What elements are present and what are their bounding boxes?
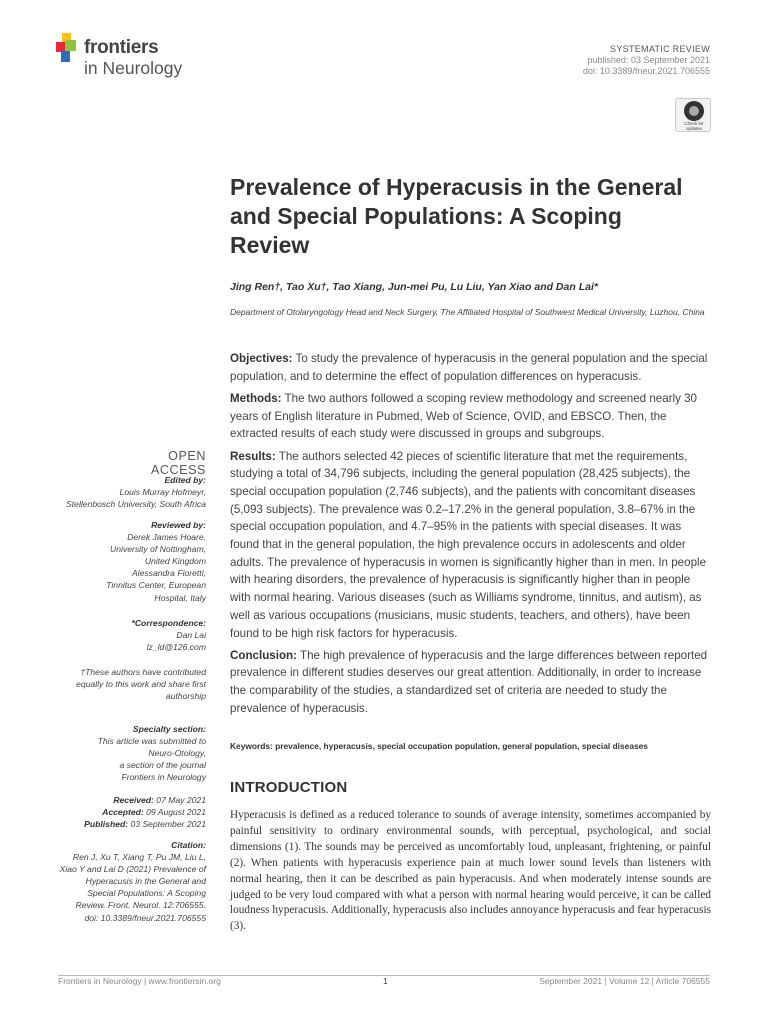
check-badge-line2: updates (685, 126, 702, 131)
journal-logo[interactable] (56, 33, 196, 79)
specialty-line: Neuro-Otology, (148, 748, 206, 759)
introduction-text: Hyperacusis is defined as a reduced tolerance to sounds of average intensity, sometimes accompanied by painful sensitivity to ordinary environmental sounds, with perceptual, psychological, and social dimensions (1). The sounds may be perceived as uncomfortably loud, unpleasant, frightening, or painful (2). When patients with hyperacusis experience pain at much lower sound levels than listeners with normal hearing, then it can be described as pain hyperacusis. And when moderately intense sounds are judged to be very loud compared with what a person with normal hearing would perceive, it can be called loudness hyperacusis. Additionally, hyperacusis also includes annoyance hyperacusis and fear hyperacusis (3). (230, 809, 711, 933)
methods-label: Methods: (230, 391, 282, 405)
edited-by-heading: Edited by: (164, 475, 206, 485)
article-type: SYSTEMATIC REVIEW (610, 44, 710, 54)
results-text: The authors selected 42 pieces of scientific literature that met the requirements, studying a total of 34,796 subjects, including the general population (28,425 subjects), the special occupation population (2,746 subjects), and the patients with concomitant diseases (5,093 subjects). The prevalence was 0.2–17.2% in the general population, 3.8–67% in the special occupation population, and 4.7–95% in the patients with special diseases. It was found that in the general population, the high prevalence occurs in adolescents and older adults. The prevalence of hyperacusis in women is significantly higher than in men. In people with hearing disorders, the prevalence of hyperacusis is significantly higher than in people with normal hearing. Various diseases (such as Williams syndrome, tinnitus, and autism), as well as various occupations (musicians, music students, teachers, and others), have been found to be high risk factors for hyperacusis. (230, 449, 707, 640)
abstract (230, 350, 711, 722)
published-date-side: Published: 03 September 2021 (84, 819, 206, 830)
abstract-results (230, 448, 711, 643)
specialty-line: This article was submitted to (97, 736, 206, 747)
brand-name: frontiers (84, 37, 159, 58)
article-doi[interactable]: doi: 10.3389/fneur.2021.706555 (582, 66, 710, 76)
journal-name: in Neurology (84, 58, 183, 78)
introduction-heading: INTRODUCTION (230, 779, 348, 796)
conclusion-label: Conclusion: (230, 648, 297, 662)
citation-line: Hyperacusis in the General and (85, 876, 206, 887)
check-for-updates-badge[interactable] (675, 98, 711, 132)
dates-section (40, 794, 206, 830)
correspondence-email[interactable]: lz_ld@126.com (146, 642, 206, 653)
specialty-line: Frontiers in Neurology (121, 772, 206, 783)
citation-line: Special Populations: A Scoping (87, 888, 206, 899)
received-date: Received: 07 May 2021 (113, 795, 206, 805)
article-meta (583, 44, 710, 77)
affiliation: Department of Otolaryngology Head and Neck Surgery, The Affiliated Hospital of Southwest Medical University, Luzhou, China (230, 307, 705, 317)
frontiers-logo-icon (56, 33, 82, 63)
check-badge-line1: Check for (684, 121, 704, 126)
abstract-methods (230, 390, 711, 443)
abstract-conclusion (230, 647, 711, 718)
article-title: Prevalence of Hyperacusis in the General and Special Populations: A Scoping Review (230, 174, 683, 258)
author-list: Jing Ren†, Tao Xu†, Tao Xiang, Jun-mei Pu, Lu Liu, Yan Xiao and Dan Lai* (230, 281, 598, 293)
citation-line[interactable]: doi: 10.3389/fneur.2021.706555 (84, 912, 206, 923)
reviewed-by-section (40, 519, 206, 604)
reviewed-by-heading: Reviewed by: (151, 520, 206, 530)
open-access-label: OPEN ACCESS (150, 449, 206, 477)
citation-line: Review. Front. Neurol. 12:706555. (75, 900, 206, 911)
contribution-line: †These authors have contributed (80, 667, 206, 677)
correspondence-name: Dan Lai (176, 630, 206, 641)
specialty-line: a section of the journal (119, 760, 206, 771)
reviewer-line: United Kingdom (144, 556, 206, 567)
objectives-text: To study the prevalence of hyperacusis in the general population and the special population, and to determine the effect of population differences on hyperacusis. (230, 352, 708, 383)
reviewer-line: Tinnitus Center, European (106, 580, 206, 591)
contribution-line: authorship (165, 691, 206, 702)
citation-line: Xiao Y and Lai D (2021) Prevalence of (59, 864, 206, 875)
citation-section (40, 839, 206, 924)
methods-text: The two authors followed a scoping review methodology and screened nearly 30 years of English literature in Pubmed, Web of Science, OVID, and EBSCO. Then, the extracted results of each study were discussed in groups and subgroups. (230, 391, 698, 441)
citation-line: Ren J, Xu T, Xiang T, Pu JM, Liu L, (72, 852, 206, 863)
reviewer-line[interactable]: Alessandra Fioretti, (131, 568, 206, 579)
accepted-date: Accepted: 09 August 2021 (102, 807, 206, 818)
conclusion-text: The high prevalence of hyperacusis and the large differences between reported prevalence in different studies deserves our great attention. Additionally, in order to increase the comparability of the studies, a standardized set of criteria are needed to study the prevalence of hyperacusis. (230, 648, 708, 715)
abstract-objectives (230, 350, 711, 385)
contribution-line: equally to this work and share first (76, 679, 206, 690)
specialty-heading: Specialty section: (132, 724, 206, 734)
specialty-section (40, 723, 206, 783)
reviewer-line[interactable]: Derek James Hoare, (127, 532, 206, 543)
reviewer-line: Hospital, Italy (154, 592, 206, 603)
page-number: 1 (383, 976, 388, 986)
correspondence-section (40, 617, 206, 653)
keywords: Keywords: prevalence, hyperacusis, special occupation population, general population, special diseases (230, 741, 648, 751)
reviewer-line: University of Nottingham, (110, 544, 206, 555)
published-date: published: 03 September 2021 (587, 55, 710, 65)
editor-line: Stellenbosch University, South Africa (66, 499, 206, 510)
results-label: Results: (230, 449, 276, 463)
editor-line[interactable]: Louis Murray Hofmeyr, (119, 487, 206, 498)
correspondence-heading: *Correspondence: (131, 618, 206, 628)
page-footer (58, 975, 710, 986)
edited-by-section (40, 474, 206, 510)
citation-heading: Citation: (171, 840, 206, 850)
footer-journal-link[interactable]: Frontiers in Neurology | www.frontiersin.org (58, 976, 221, 986)
contribution-note (40, 666, 206, 702)
objectives-label: Objectives: (230, 352, 293, 365)
check-updates-icon (684, 101, 704, 121)
footer-article-info: September 2021 | Volume 12 | Article 706555 (539, 976, 710, 986)
